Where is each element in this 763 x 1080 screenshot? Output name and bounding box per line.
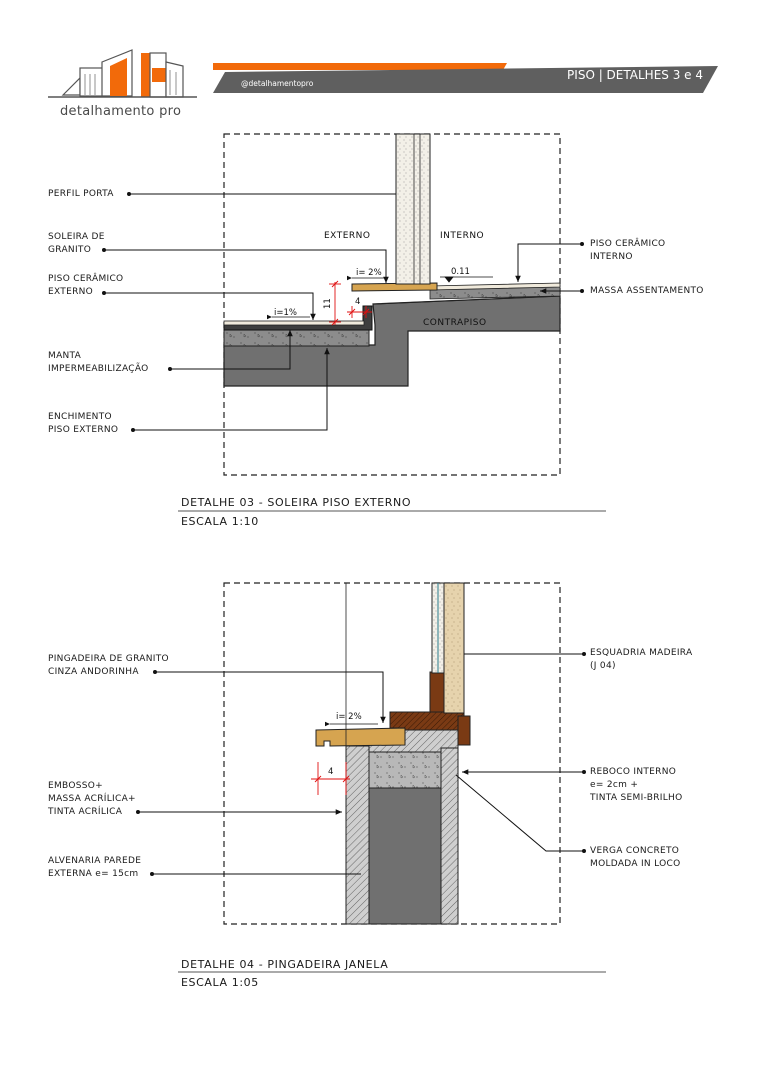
label-massa-assentamento: MASSA ASSENTAMENTO bbox=[590, 286, 704, 296]
caption-detalhe-04: DETALHE 04 - PINGADEIRA JANELA bbox=[181, 958, 389, 971]
scale-detalhe-03: ESCALA 1:10 bbox=[181, 515, 259, 528]
label-esquadria-madeira: ESQUADRIA MADEIRA (J 04) bbox=[590, 648, 693, 671]
label-embosso: EMBOSSO+ MASSA ACRÍLICA+ TINTA ACRÍLICA bbox=[48, 781, 136, 817]
d03-contrapiso-label: CONTRAPISO bbox=[423, 318, 487, 328]
label-verga-concreto: VERGA CONCRETO MOLDADA IN LOCO bbox=[590, 846, 681, 869]
label-soleira-granito: SOLEIRA DE GRANITO bbox=[48, 232, 105, 255]
page-title: PISO | DETALHES 3 e 4 bbox=[567, 68, 703, 82]
d03-interno-label: INTERNO bbox=[440, 231, 485, 241]
label-perfil-porta: PERFIL PORTA bbox=[48, 189, 114, 199]
d04-width-dim: 4 bbox=[328, 767, 334, 777]
d03-externo-label: EXTERNO bbox=[324, 231, 371, 241]
d03-slope-soleira: i= 2% bbox=[356, 268, 382, 278]
d04-slope: i= 2% bbox=[336, 712, 362, 722]
d03-height-dim: 11 bbox=[323, 298, 333, 309]
d03-width-dim: 4 bbox=[355, 297, 361, 307]
label-enchimento-piso-externo: ENCHIMENTO PISO EXTERNO bbox=[48, 412, 119, 435]
label-reboco-interno: REBOCO INTERNO e= 2cm + TINTA SEMI-BRILHO bbox=[590, 767, 683, 803]
d03-level: 0.11 bbox=[451, 267, 470, 277]
label-pingadeira-granito: PINGADEIRA DE GRANITO CINZA ANDORINHA bbox=[48, 654, 169, 677]
label-manta-impermeabilizacao: MANTA IMPERMEABILIZAÇÃO bbox=[48, 351, 149, 374]
brand-name: detalhamento pro bbox=[60, 104, 182, 119]
caption-detalhe-03: DETALHE 03 - SOLEIRA PISO EXTERNO bbox=[181, 496, 412, 509]
d03-slope-externo: i=1% bbox=[274, 308, 297, 318]
label-alvenaria-parede: ALVENARIA PAREDE EXTERNA e= 15cm bbox=[48, 856, 142, 879]
scale-detalhe-04: ESCALA 1:05 bbox=[181, 976, 259, 989]
label-piso-ceramico-externo: PISO CERÂMICO EXTERNO bbox=[48, 274, 124, 297]
social-handle: @detalhamentopro bbox=[241, 79, 314, 88]
label-piso-ceramico-interno: PISO CERÂMICO INTERNO bbox=[590, 239, 666, 262]
